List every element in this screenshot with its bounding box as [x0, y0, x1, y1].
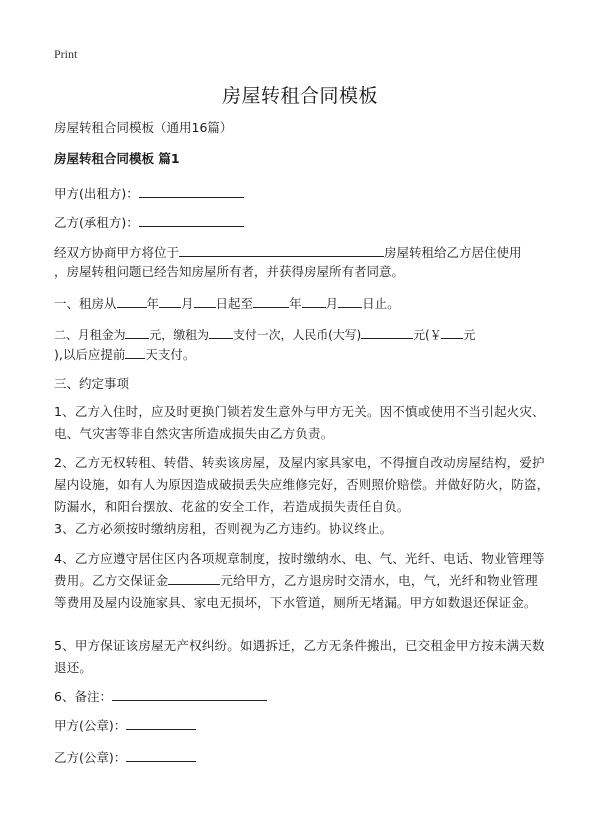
- start-year-blank[interactable]: [117, 293, 147, 308]
- term-text: 年: [146, 296, 160, 311]
- print-label[interactable]: Print: [54, 47, 78, 61]
- party-b-line: [54, 212, 554, 233]
- intro-line-1: [54, 242, 554, 263]
- clause-4-text: 元给甲方，乙方退房时交清水，电，气，光纤和物业管理等费用及屋内设施家具、家电无损坏，下水管道，厕所无堵漏。甲方如数退还保证金。: [54, 573, 538, 610]
- party-b-blank[interactable]: [139, 212, 244, 227]
- party-a-line: [54, 183, 554, 204]
- rent-line-2: [54, 344, 554, 365]
- clause-4-text: 4、乙方应遵守居住区内各项规章制度，按时缴纳水、电、气、光纤、电话、物业管理等费用。乙方交保证金: [54, 551, 545, 588]
- remarks-label: 6、备注：: [54, 689, 112, 704]
- rent-text: 二、月租金为: [54, 328, 126, 342]
- start-month-blank[interactable]: [159, 293, 181, 308]
- remarks-blank[interactable]: [112, 686, 267, 701]
- rent-text: 天支付。: [145, 347, 196, 362]
- rent-text: 元，缴租为: [149, 328, 209, 342]
- monthly-rent-blank[interactable]: [125, 324, 149, 339]
- term-line: [54, 293, 554, 314]
- sign-b-label: 乙方(公章)：: [54, 750, 127, 765]
- document-subtitle: 房屋转租合同模板（通用16篇）: [54, 120, 233, 135]
- sign-a-line: [54, 715, 554, 736]
- term-text: 日起至: [215, 296, 254, 311]
- payment-period-blank[interactable]: [209, 324, 233, 339]
- deposit-blank[interactable]: [168, 570, 220, 585]
- clause-2: 2、乙方无权转租、转借、转卖该房屋，及屋内家具家电，不得擅自改动房屋结构，爱护屋内设施，如有人为原因造成破损丢失应维修完好，否则照价赔偿。并做好防火，防盗，防漏水，和阳台摆放、花盆的安全工作，若造成损失责任自负。: [54, 455, 550, 514]
- rent-text: 元(￥: [413, 328, 442, 342]
- party-b-label: 乙方(承租方)：: [54, 215, 139, 230]
- term-text: 日止。: [362, 296, 400, 311]
- agreement-heading: 三、约定事项: [54, 376, 130, 391]
- party-a-blank[interactable]: [139, 183, 244, 198]
- intro-text-a: 经双方协商甲方将位于: [54, 245, 180, 260]
- section-heading: 房屋转租合同模板 篇1: [54, 151, 180, 166]
- intro-text-b: 房屋转租给乙方居住使用: [384, 245, 522, 260]
- intro-line-2: ，房屋转租问题已经告知房屋所有者，并获得房屋所有者同意。: [54, 264, 405, 279]
- end-day-blank[interactable]: [338, 293, 362, 308]
- rent-text: 元: [463, 328, 476, 342]
- clause-3: 3、乙方必须按时缴纳房租，否则视为乙方违约。协议终止。: [54, 521, 393, 536]
- sign-a-blank[interactable]: [126, 715, 196, 730]
- rent-text: 支付一次，人民币(大写): [232, 328, 362, 342]
- clause-4: [54, 548, 550, 614]
- advance-days-blank[interactable]: [125, 344, 145, 359]
- start-day-blank[interactable]: [194, 293, 216, 308]
- sign-b-line: [54, 747, 554, 768]
- end-year-blank[interactable]: [253, 293, 289, 308]
- term-text: 年: [289, 296, 302, 311]
- sign-b-blank[interactable]: [126, 747, 196, 762]
- rent-text: ),以后应提前: [54, 347, 126, 362]
- term-text: 月: [181, 296, 194, 311]
- sign-a-label: 甲方(公章)：: [54, 718, 127, 733]
- rent-line-1: [54, 324, 554, 345]
- party-a-label: 甲方(出租方)：: [54, 186, 139, 201]
- amount-words-blank[interactable]: [361, 324, 413, 339]
- end-month-blank[interactable]: [302, 293, 326, 308]
- clause-1: 1、乙方入住时，应及时更换门锁若发生意外与甲方无关。因不慎或使用不当引起火灾、电、气灾害等非自然灾害所造成损失由乙方负责。: [54, 404, 545, 441]
- amount-figures-blank[interactable]: [441, 324, 463, 339]
- document-title: 房屋转租合同模板: [221, 85, 378, 107]
- property-address-blank[interactable]: [179, 242, 384, 257]
- remarks-line: [54, 686, 554, 707]
- term-text: 一、租房从: [54, 296, 117, 311]
- term-text: 月: [325, 296, 339, 311]
- clause-5: 5、甲方保证该房屋无产权纠纷。如遇拆迁，乙方无条件搬出，已交租金甲方按未满天数退还。: [54, 638, 545, 675]
